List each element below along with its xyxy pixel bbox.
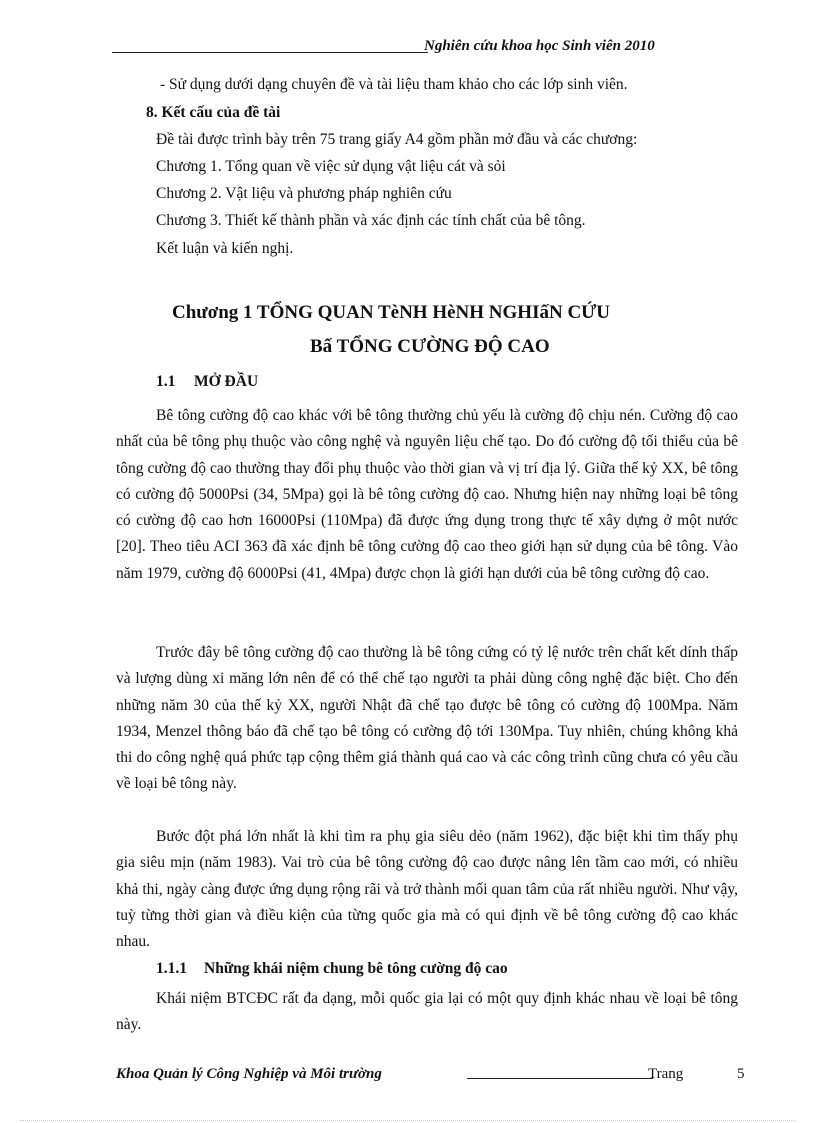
chapter-title-line1: Chương 1 TỔNG QUAN TèNH HèNH NGHIấN CỨU [172, 302, 611, 323]
body-paragraph: Bước đột phá lớn nhất là khi tìm ra phụ gia siêu dẻo (năm 1962), đặc biệt khi tìm thấy phụ gia siêu mịn (năm 1983). Vai trò của bê tông cường độ cao được nâng lên tầm cao mới, có nhiều khả thi, ngày càng được ứng dụng rộng rãi và trở thành mối quan tâm của rất nhiều người. Như vậy, tuỳ từng thời gian và điều kiện của từng quốc gia mà có qui định về bê tông cường độ cao khác nhau. [116, 828, 738, 951]
intro-line: Kết luận và kiến nghị. [156, 240, 294, 257]
footer-rule [467, 1078, 653, 1079]
chapter-title-line2: Bấ TỔNG CƯỜNG ĐỘ CAO [310, 336, 550, 357]
body-paragraph: Khái niệm BTCĐC rất đa dạng, mỗi quốc gia lại có một quy định khác nhau về loại bê tông này. [116, 990, 738, 1034]
footer-page-number: 5 [737, 1066, 745, 1082]
header-title: Nghiên cứu khoa học Sinh viên 2010 [424, 38, 655, 54]
section-heading-text: MỞ ĐẦU [194, 373, 259, 390]
footer-page-label: Trang [648, 1066, 684, 1082]
subsection-heading-text: Những khái niệm chung bê tông cường độ cao [204, 960, 508, 977]
header-rule [112, 52, 428, 53]
body-paragraph: Trước đây bê tông cường độ cao thường là bê tông cứng có tỷ lệ nước trên chất kết dính thấp và lượng dùng xi măng lớn nên để có thể chế tạo người ta phải dùng công nghệ đặc biệt. Cho đến những năm 30 của thế kỷ XX, người Nhật đã chế tạo được bê tông có cường độ 100Mpa. Năm 1934, Menzel thông báo đã chế tạo bê tông có cường độ tới 130Mpa. Tuy nhiên, chúng không khả thi do công nghệ quá phức tạp cộng thêm giá thành quá cao và các công trình cũng chưa có yêu cầu về loại bê tông này. [116, 644, 738, 793]
intro-line: Chương 1. Tổng quan về việc sử dụng vật liệu cát và sỏi [156, 158, 506, 175]
section-heading-1-1 [156, 373, 258, 391]
body-paragraph: Bê tông cường độ cao khác với bê tông thường chủ yếu là cường độ chịu nén. Cường độ cao nhất của bê tông phụ thuộc vào công nghệ và nguyên liệu chế tạo. Do đó cường độ tối thiểu của bê tông cường độ cao thường thay đổi phụ thuộc vào thời gian và vị trí địa lý. Giữa thế kỷ XX, bê tông có cường độ 5000Psi (34, 5Mpa) gọi là bê tông cường độ cao. Nhưng hiện nay những loại bê tông có cường độ cao hơn 16000Psi (110Mpa) đã được ứng dụng trong thực tế xây dựng ở một nước [20]. Theo tiêu ACI 363 đã xác định bê tông cường độ cao theo giới hạn sử dụng của bê tông. Vào năm 1979, cường độ 6000Psi (41, 4Mpa) được chọn là giới hạn dưới của bê tông cường độ cao. [116, 407, 738, 582]
intro-bullet: - Sử dụng dưới dạng chuyên đề và tài liệu tham khảo cho các lớp sinh viên. [160, 76, 628, 93]
intro-line: Chương 2. Vật liệu và phương pháp nghiên cứu [156, 185, 452, 202]
intro-line: Chương 3. Thiết kế thành phần và xác định các tính chất của bê tông. [156, 212, 586, 229]
section-title: 8. Kết cấu của đề tài [146, 104, 281, 121]
page-bottom-border [20, 1120, 796, 1121]
subsection-heading-1-1-1 [156, 960, 508, 978]
subsection-number: 1.1.1 [156, 960, 187, 977]
section-number: 1.1 [156, 373, 176, 390]
footer-faculty: Khoa Quản lý Công Nghiệp và Môi trường [116, 1066, 382, 1082]
intro-line: Đề tài được trình bày trên 75 trang giấy A4 gồm phần mở đầu và các chương: [156, 131, 638, 148]
